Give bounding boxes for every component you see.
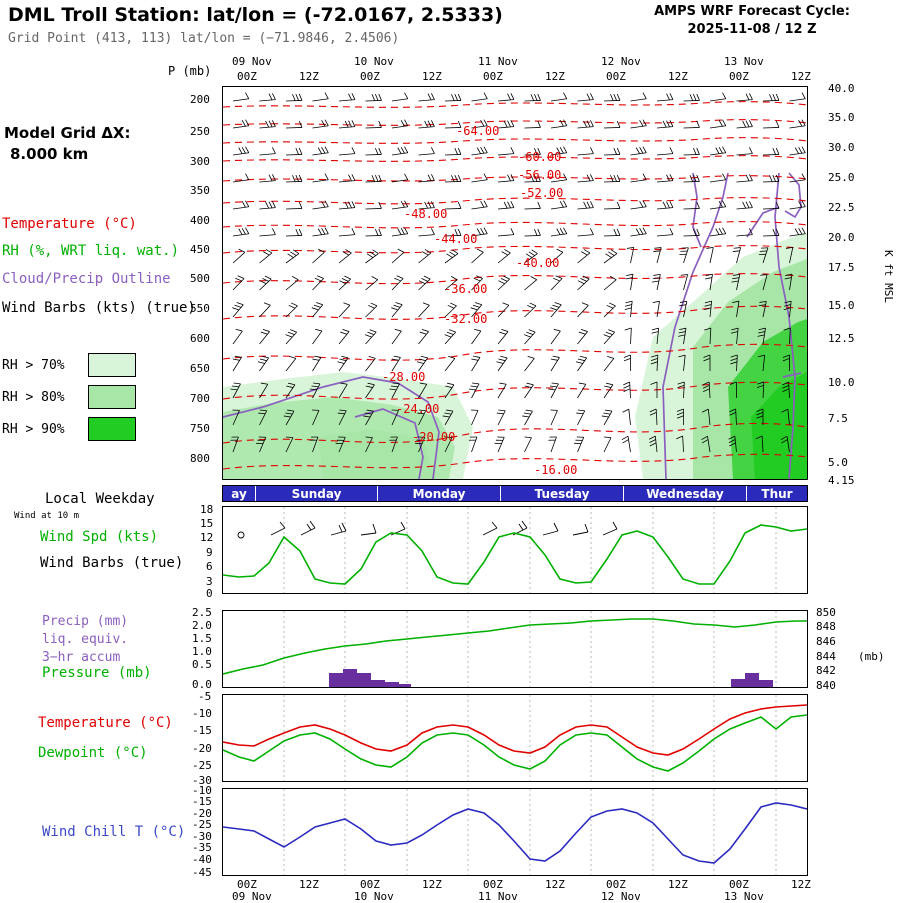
- kft-tick-10: 7.5: [828, 412, 848, 425]
- mb-axis-label: (mb): [858, 650, 885, 663]
- bottom-date-3: 12 Nov: [601, 890, 641, 903]
- precip-tick-0p5: 0.5: [192, 658, 212, 671]
- chill-tick-m20: -20: [192, 807, 212, 820]
- weekday-2: Monday: [377, 486, 500, 501]
- contour-label-5: -44.00: [434, 232, 478, 246]
- wind-tick-3: 3: [206, 575, 213, 588]
- precip-pressure-plot: [223, 611, 807, 687]
- bottom-hour-1: 12Z: [299, 878, 319, 891]
- kft-tick-8: 12.5: [828, 332, 855, 345]
- legend-pressure: Pressure (mb): [42, 665, 152, 681]
- weekday-1: Sunday: [255, 486, 377, 501]
- chill-tick-m40: -40: [192, 853, 212, 866]
- weekday-5: Thur: [746, 486, 807, 501]
- p-tick-4: 400: [190, 214, 210, 227]
- press-tick-846: 846: [816, 635, 836, 648]
- p-tick-2: 300: [190, 155, 210, 168]
- legend-rh70-label: RH > 70%: [2, 358, 65, 373]
- legend-wind-barbs: Wind Barbs (kts) (true): [2, 300, 196, 316]
- legend-temperature-2: Temperature (°C): [38, 715, 173, 731]
- chill-tick-m30: -30: [192, 830, 212, 843]
- p-tick-0: 200: [190, 93, 210, 106]
- kft-tick-12: 4.15: [828, 474, 855, 487]
- kft-axis-label: K ft MSL: [882, 250, 895, 303]
- kft-tick-0: 40.0: [828, 82, 855, 95]
- contour-label-8: -32.00: [444, 312, 488, 326]
- legend-local-weekday: Local Weekday: [45, 491, 155, 507]
- weekday-band: [222, 485, 808, 502]
- legend-rh80-label: RH > 80%: [2, 390, 65, 405]
- press-tick-850: 850: [816, 606, 836, 619]
- wind-tick-6: 6: [206, 560, 213, 573]
- contour-label-2: -56.00: [518, 168, 562, 182]
- wind-speed-panel[interactable]: [222, 506, 808, 594]
- chill-tick-m35: -35: [192, 841, 212, 854]
- temp-tick-m10: -10: [192, 707, 212, 720]
- legend-wind-barbs-2: Wind Barbs (true): [40, 555, 184, 571]
- temp-tick-m15: -15: [192, 724, 212, 737]
- kft-tick-4: 22.5: [828, 201, 855, 214]
- contour-label-9: -28.00: [382, 370, 426, 384]
- top-hour-5: 12Z: [545, 70, 565, 83]
- weekday-3: Tuesday: [500, 486, 623, 501]
- bottom-date-1: 10 Nov: [354, 890, 394, 903]
- top-hour-8: 00Z: [729, 70, 749, 83]
- contour-label-12: -16.00: [534, 463, 578, 477]
- press-tick-840: 840: [816, 679, 836, 692]
- bottom-hour-8: 00Z: [729, 878, 749, 891]
- contour-label-1: -60.00: [518, 150, 562, 164]
- bottom-hour-3: 12Z: [422, 878, 442, 891]
- bottom-hour-9: 12Z: [791, 878, 811, 891]
- chill-tick-m10: -10: [192, 784, 212, 797]
- wind-chill-panel[interactable]: [222, 788, 808, 876]
- precip-tick-0p0: 0.0: [192, 678, 212, 691]
- kft-tick-2: 30.0: [828, 141, 855, 154]
- bottom-hour-7: 12Z: [668, 878, 688, 891]
- temp-tick-m5: -5: [198, 690, 212, 703]
- precip-tick-2p0: 2.0: [192, 619, 212, 632]
- wind-tick-12: 12: [200, 531, 214, 544]
- contour-label-0: -64.00: [456, 124, 500, 138]
- p-tick-7: 550: [190, 302, 210, 315]
- top-hour-3: 12Z: [422, 70, 442, 83]
- wind-tick-15: 15: [200, 517, 214, 530]
- legend-rh: RH (%, WRT liq. wat.): [2, 243, 180, 259]
- press-tick-848: 848: [816, 620, 836, 633]
- chill-tick-m15: -15: [192, 795, 212, 808]
- upper-air-cross-section-panel[interactable]: [222, 86, 808, 480]
- forecast-cycle-line2: 2025-11-08 / 12 Z: [687, 22, 817, 37]
- p-tick-11: 750: [190, 422, 210, 435]
- temp-tick-m30: -30: [192, 774, 212, 787]
- legend-precip-accum: 3−hr accum: [42, 650, 121, 665]
- legend-wind-at-10m: Wind at 10 m: [14, 511, 80, 521]
- p-axis-label: P (mb): [168, 64, 212, 78]
- bottom-hour-6: 00Z: [606, 878, 626, 891]
- kft-tick-9: 10.0: [828, 376, 855, 389]
- contour-label-11: -20.00: [412, 430, 456, 444]
- top-hour-1: 12Z: [299, 70, 319, 83]
- grid-dx-value: 8.000 km: [10, 145, 89, 163]
- legend-temperature: Temperature (°C): [2, 216, 137, 232]
- grid-point-subtitle: Grid Point (413, 113) lat/lon = (−71.9846, 2.4506): [8, 31, 400, 46]
- top-date-1: 10 Nov: [354, 55, 394, 68]
- precip-tick-2p5: 2.5: [192, 606, 212, 619]
- top-date-2: 11 Nov: [478, 55, 518, 68]
- top-date-3: 12 Nov: [601, 55, 641, 68]
- temperature-line: [223, 705, 807, 755]
- top-hour-9: 12Z: [791, 70, 811, 83]
- wind-chill-line: [223, 803, 807, 863]
- legend-precip-liq: liq. equiv.: [42, 632, 129, 647]
- p-tick-9: 650: [190, 362, 210, 375]
- contour-label-7: -36.00: [444, 282, 488, 296]
- bottom-hour-2: 00Z: [360, 878, 380, 891]
- temp-tick-m20: -20: [192, 742, 212, 755]
- bottom-hour-5: 12Z: [545, 878, 565, 891]
- legend-cloud-outline: Cloud/Precip Outline: [2, 271, 171, 287]
- legend-precip: Precip (mm): [42, 614, 129, 629]
- legend-rh90-label: RH > 90%: [2, 422, 65, 437]
- temperature-dewpoint-plot: [223, 695, 807, 781]
- rh-shading-group: [223, 233, 807, 479]
- precip-tick-1p0: 1.0: [192, 645, 212, 658]
- page-title: DML Troll Station: lat/lon = (-72.0167, 2.5333): [8, 4, 503, 26]
- press-tick-842: 842: [816, 664, 836, 677]
- kft-tick-6: 17.5: [828, 261, 855, 274]
- temperature-dewpoint-panel[interactable]: [222, 694, 808, 782]
- legend-wind-spd: Wind Spd (kts): [40, 529, 159, 545]
- p-tick-8: 600: [190, 332, 210, 345]
- forecast-cycle-line1: AMPS WRF Forecast Cycle:: [654, 4, 850, 19]
- kft-tick-3: 25.0: [828, 171, 855, 184]
- bottom-date-0: 09 Nov: [232, 890, 272, 903]
- top-hour-7: 12Z: [668, 70, 688, 83]
- kft-tick-7: 15.0: [828, 299, 855, 312]
- top-hour-6: 00Z: [606, 70, 626, 83]
- p-tick-6: 500: [190, 272, 210, 285]
- contour-label-10: -24.00: [396, 402, 440, 416]
- p-tick-10: 700: [190, 392, 210, 405]
- top-hour-2: 00Z: [360, 70, 380, 83]
- precip-tick-1p5: 1.5: [192, 632, 212, 645]
- p-tick-12: 800: [190, 452, 210, 465]
- top-date-4: 13 Nov: [724, 55, 764, 68]
- p-tick-5: 450: [190, 243, 210, 256]
- wind-tick-18: 18: [200, 503, 214, 516]
- legend-dewpoint: Dewpoint (°C): [38, 745, 148, 761]
- wind-speed-plot: [223, 507, 807, 593]
- p-tick-1: 250: [190, 125, 210, 138]
- cross-section-plot: [223, 87, 807, 479]
- chill-tick-m25: -25: [192, 818, 212, 831]
- kft-tick-5: 20.0: [828, 231, 855, 244]
- contour-label-4: -48.00: [404, 207, 448, 221]
- chill-tick-m45: -45: [192, 866, 212, 879]
- legend-rh90-swatch: [88, 417, 136, 441]
- contour-label-6: -40.00: [516, 256, 560, 270]
- kft-tick-1: 35.0: [828, 111, 855, 124]
- legend-rh80-swatch: [88, 385, 136, 409]
- press-tick-844: 844: [816, 650, 836, 663]
- bottom-hour-0: 00Z: [237, 878, 257, 891]
- dewpoint-line: [223, 715, 807, 771]
- precip-pressure-panel[interactable]: [222, 610, 808, 688]
- weekday-0: ay: [231, 486, 247, 501]
- bottom-date-4: 13 Nov: [724, 890, 764, 903]
- temp-tick-m25: -25: [192, 759, 212, 772]
- top-hour-4: 00Z: [483, 70, 503, 83]
- weekday-4: Wednesday: [623, 486, 746, 501]
- wind-tick-0: 0: [206, 587, 213, 600]
- top-hour-0: 00Z: [237, 70, 257, 83]
- legend-wind-chill: Wind Chill T (°C): [42, 824, 186, 840]
- wind-chill-plot: [223, 789, 807, 875]
- top-date-0: 09 Nov: [232, 55, 272, 68]
- bottom-date-2: 11 Nov: [478, 890, 518, 903]
- p-tick-3: 350: [190, 184, 210, 197]
- wind-tick-9: 9: [206, 546, 213, 559]
- bottom-hour-4: 00Z: [483, 878, 503, 891]
- grid-dx-title: Model Grid ΔX:: [4, 124, 131, 142]
- kft-tick-11: 5.0: [828, 456, 848, 469]
- contour-label-3: -52.00: [520, 186, 564, 200]
- precip-bars: [329, 669, 773, 687]
- legend-rh70-swatch: [88, 353, 136, 377]
